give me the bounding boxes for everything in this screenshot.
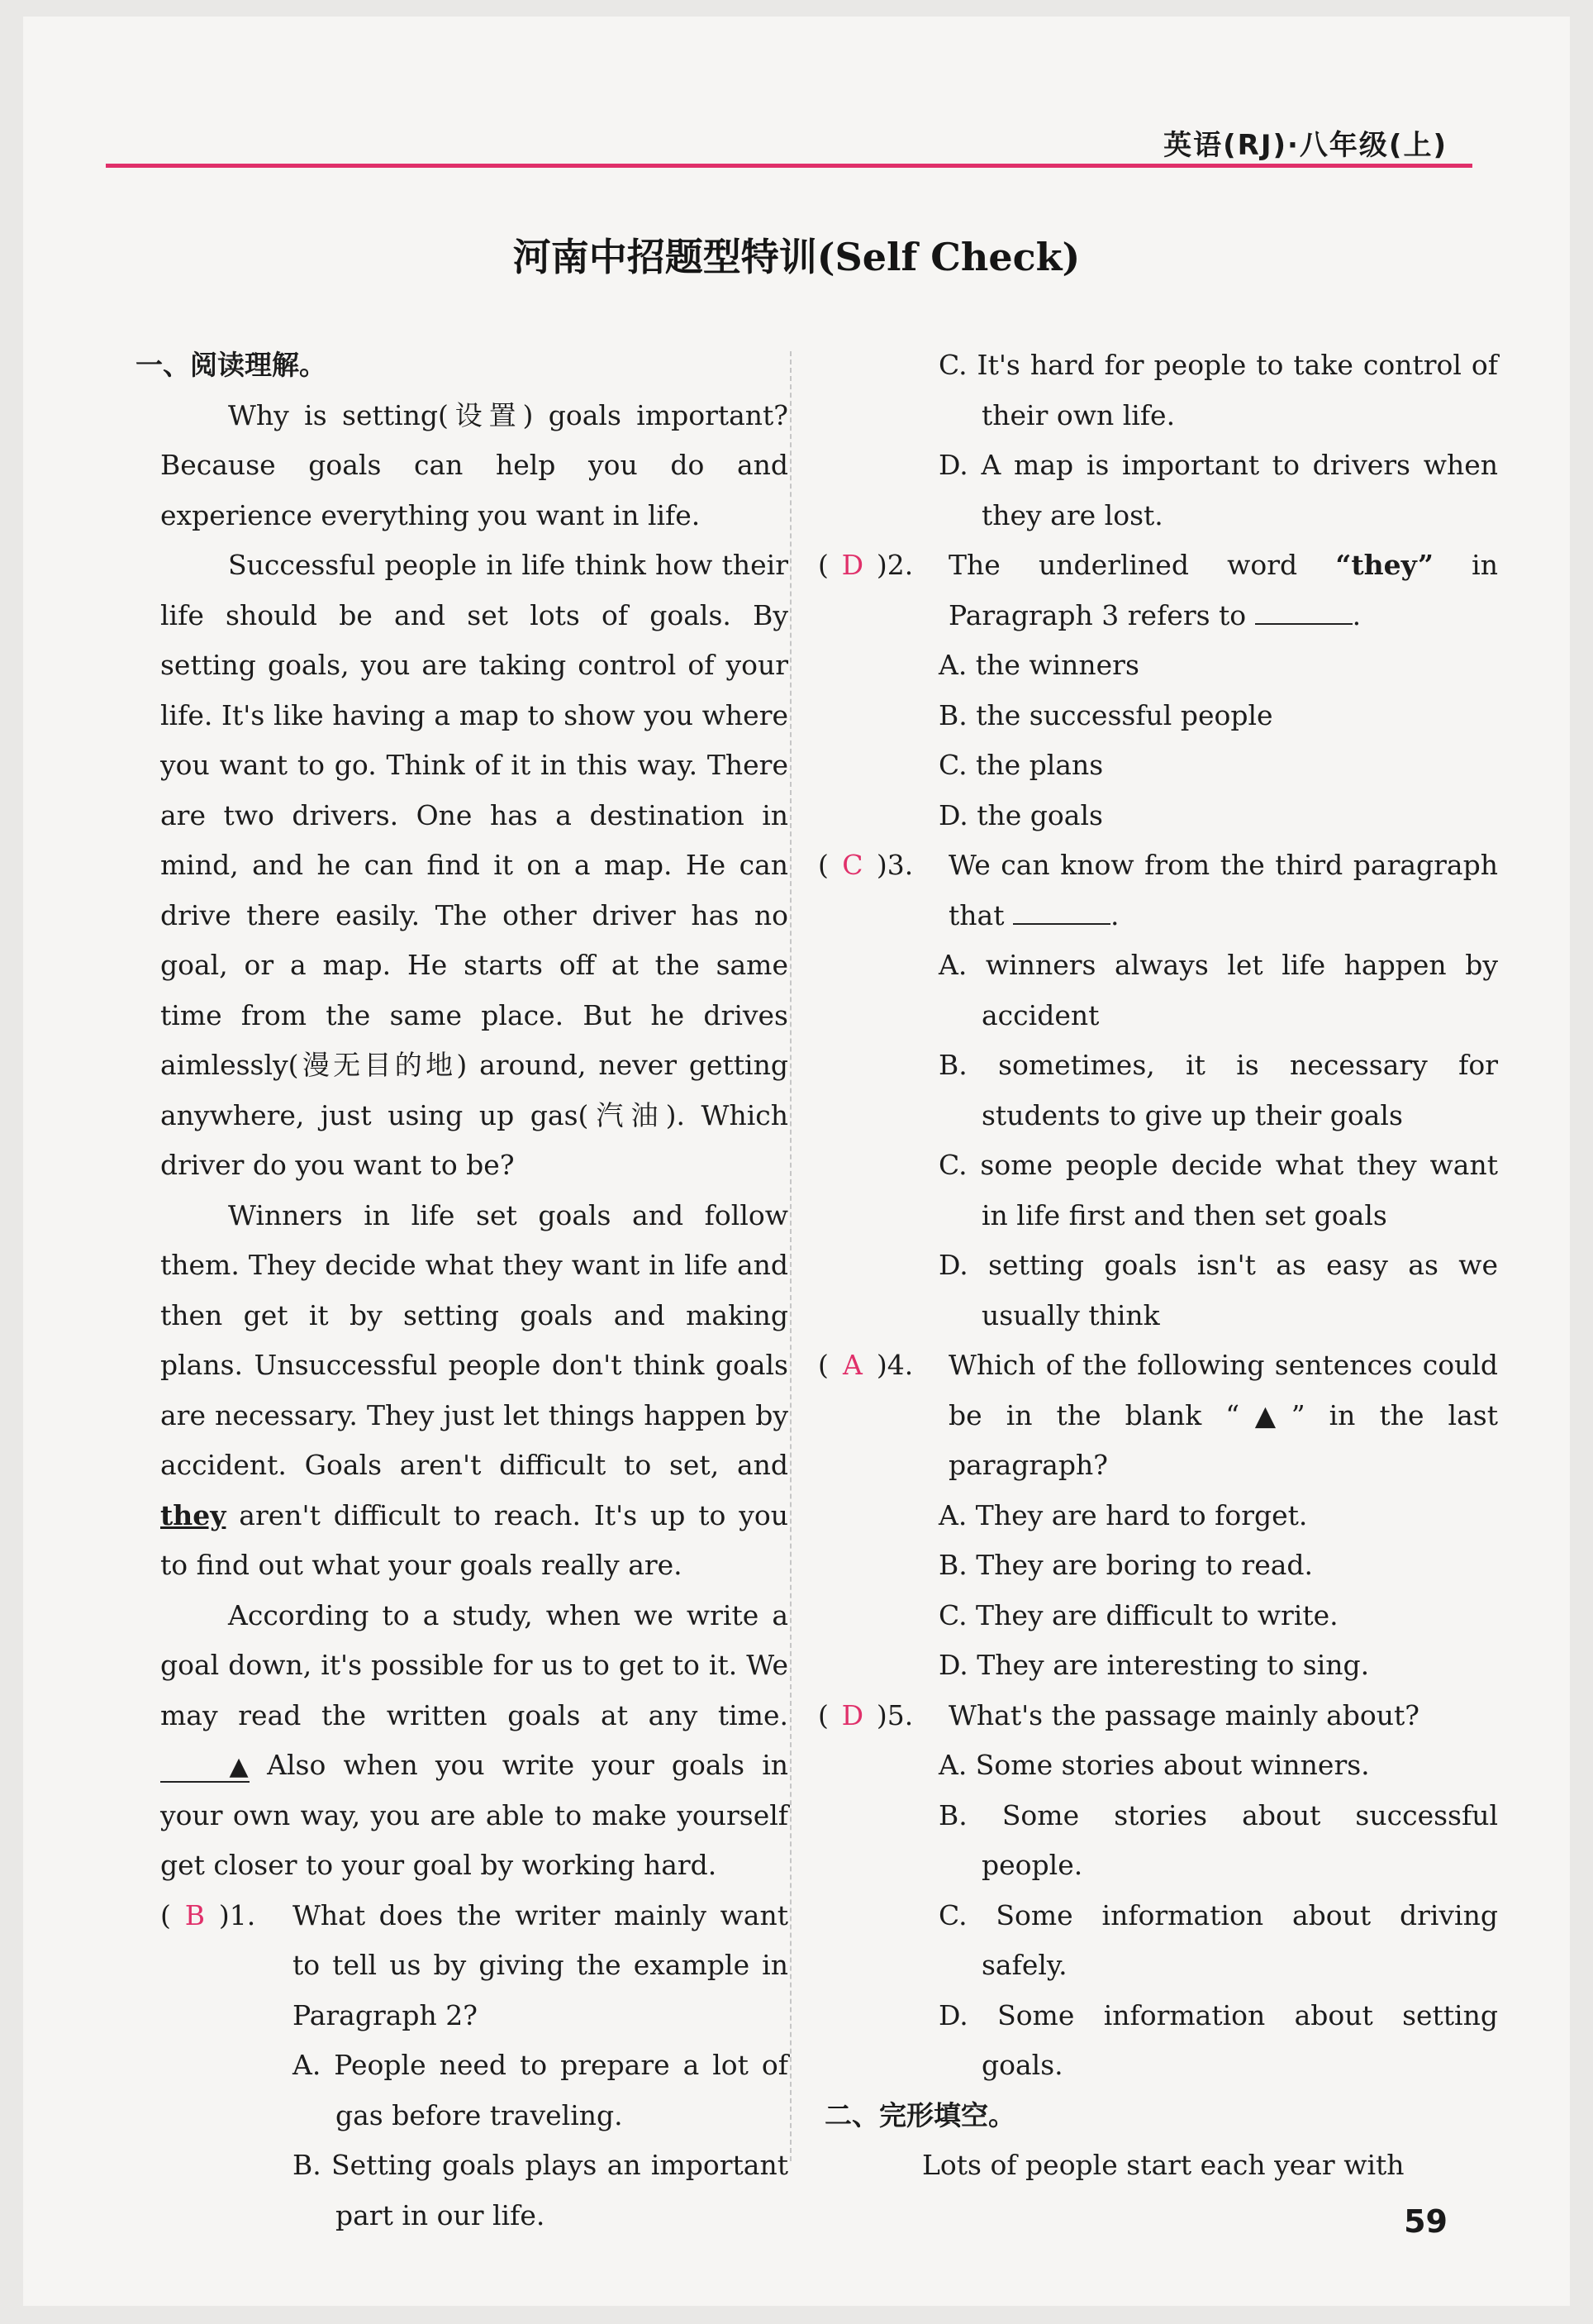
header-divider [106, 164, 1472, 168]
page [23, 17, 1570, 2306]
question-2-stem-bold: “they” [1335, 549, 1434, 581]
answer-blank [1013, 895, 1110, 925]
q5-option-b: B. Some stories about successful people. [939, 1798, 1498, 1881]
question-2-stem-pre: The underlined word [949, 549, 1336, 581]
question-5-number: 5. [887, 1698, 914, 1731]
question-2-number: 2. [887, 549, 914, 581]
answer-5: D [841, 1698, 864, 1731]
q2-option-a: A. the winners [939, 649, 1139, 681]
cloze-first-line: Lots of people start each year with [922, 2149, 1405, 2181]
q1-option-c: C. It's hard for people to take control of their own life. [939, 349, 1498, 431]
paragraph-3-text: Winners in life set goals and follow them. They decide what they want in life and then get it by setting goals and making plans. Unsuccessful people don't think goals are necessary. They just let things happen by accident. Goals aren't difficult to set, and [160, 1198, 788, 1481]
section1-heading: 一、阅读理解。 [136, 349, 326, 381]
question-4-stem-post: ” in the last paragraph? [949, 1398, 1498, 1481]
passage-paragraph-2: Successful people in life think how their life should be and set lots of goals. By setting goals, you are taking control of your life. It's like having a map to show you where you want to go. Think of it in this way. There are two drivers. One has a destination in mind, and he can find it on a map. He can drive there easily. The other driver has no goal, or a map. He starts off at the same time from the same place. But he drives aimlessly(漫无目的地) around, never getting anywhere, just using up gas(汽油). Which driver do you want to be? [160, 549, 788, 1181]
passage-paragraph-4 [160, 1591, 788, 1891]
question-2: ( D )2. The underlined word “they” in Paragraph 3 refers to . [818, 541, 1498, 641]
question-1 [160, 1891, 788, 2041]
q3-option-c: C. some people decide what they want in life first and then set goals [939, 1149, 1498, 1231]
question-4 [818, 1341, 1498, 1491]
q2-option-c: C. the plans [939, 749, 1104, 781]
q5-option-a: A. Some stories about winners. [939, 1749, 1370, 1781]
answer-bracket: ( C )3. [818, 841, 949, 891]
answer-bracket: ( D )2. [818, 541, 949, 591]
question-3-number: 3. [887, 849, 914, 881]
q2-option-d: D. the goals [939, 798, 1103, 831]
q4-option-a: A. They are hard to forget. [939, 1498, 1308, 1531]
left-column [136, 341, 789, 2241]
question-2-stem-post: in Paragraph 3 refers to [949, 549, 1498, 631]
paragraph-4-end: Also when you write your goals in your own way, you are able to make yourself get closer to your goal by working hard. [160, 1749, 789, 1881]
q3-option-a: A. winners always let life happen by accident [939, 949, 1498, 1031]
answer-1: B [184, 1898, 205, 1931]
answer-bracket: ( D )5. [818, 1691, 949, 1741]
question-1-stem: What does the writer mainly want to tell us by giving the example in Paragraph 2? [292, 1898, 788, 2031]
question-1-number: 1. [229, 1898, 256, 1931]
q1-option-d: D. A map is important to drivers when they are lost. [939, 449, 1498, 531]
header-subject-grade: 英语(RJ)·八年级(上) [1163, 129, 1448, 162]
question-3-stem: We can know from the third paragraph that [949, 849, 1498, 931]
question-4-number: 4. [887, 1349, 914, 1381]
section2-heading: 二、完形填空。 [825, 2098, 1015, 2131]
q5-option-c: C. Some information about driving safely. [939, 1898, 1498, 1981]
passage-paragraph-3 [160, 1191, 788, 1591]
q4-option-d: D. They are interesting to sing. [939, 1649, 1370, 1681]
answer-3: C [842, 849, 863, 881]
q1-option-b: B. Setting goals plays an important part in our life. [292, 2149, 788, 2231]
q5-option-d: D. Some information about setting goals. [939, 1998, 1498, 2081]
q4-option-c: C. They are difficult to write. [939, 1598, 1339, 1631]
question-4-stem-pre: Which of the following sentences could be in the blank “ [949, 1349, 1498, 1431]
paragraph-3-end: aren't difficult to reach. It's up to you to find out what your goals really are. [160, 1498, 788, 1581]
q4-option-b: B. They are boring to read. [939, 1549, 1314, 1581]
answer-blank [1255, 595, 1353, 625]
answer-2: D [841, 549, 864, 581]
page-number: 59 [1404, 2203, 1448, 2240]
q2-option-b: B. the successful people [939, 698, 1273, 731]
paragraph-4-text: According to a study, when we write a goal down, it's possible for us to get to it. We may read the written goals at any time. [160, 1598, 788, 1731]
column-divider [790, 351, 792, 2161]
answer-4: A [842, 1349, 863, 1381]
answer-bracket: ( B )1. [160, 1891, 291, 1941]
question-5 [818, 1691, 1498, 1741]
triangle-blank: ▲ [160, 1753, 250, 1783]
triangle-mark-icon: ▲ [1239, 1398, 1291, 1431]
question-3: ( C )3. We can know from the third paragraph that . [818, 841, 1498, 941]
question-5-stem: What's the passage mainly about? [949, 1698, 1419, 1731]
page-title: 河南中招题型特训(Self Check) [512, 235, 1081, 279]
q3-option-d: D. setting goals isn't as easy as we usually think [939, 1249, 1498, 1331]
q3-option-b: B. sometimes, it is necessary for students to give up their goals [939, 1049, 1498, 1131]
passage-paragraph-1: Why is setting(设置) goals important? Because goals can help you do and experience everything you want in life. [160, 398, 788, 531]
right-column [818, 341, 1498, 2191]
underlined-word-they: they [160, 1498, 226, 1531]
answer-bracket: ( A )4. [818, 1341, 949, 1391]
q1-option-a: A. People need to prepare a lot of gas before traveling. [292, 2049, 788, 2131]
